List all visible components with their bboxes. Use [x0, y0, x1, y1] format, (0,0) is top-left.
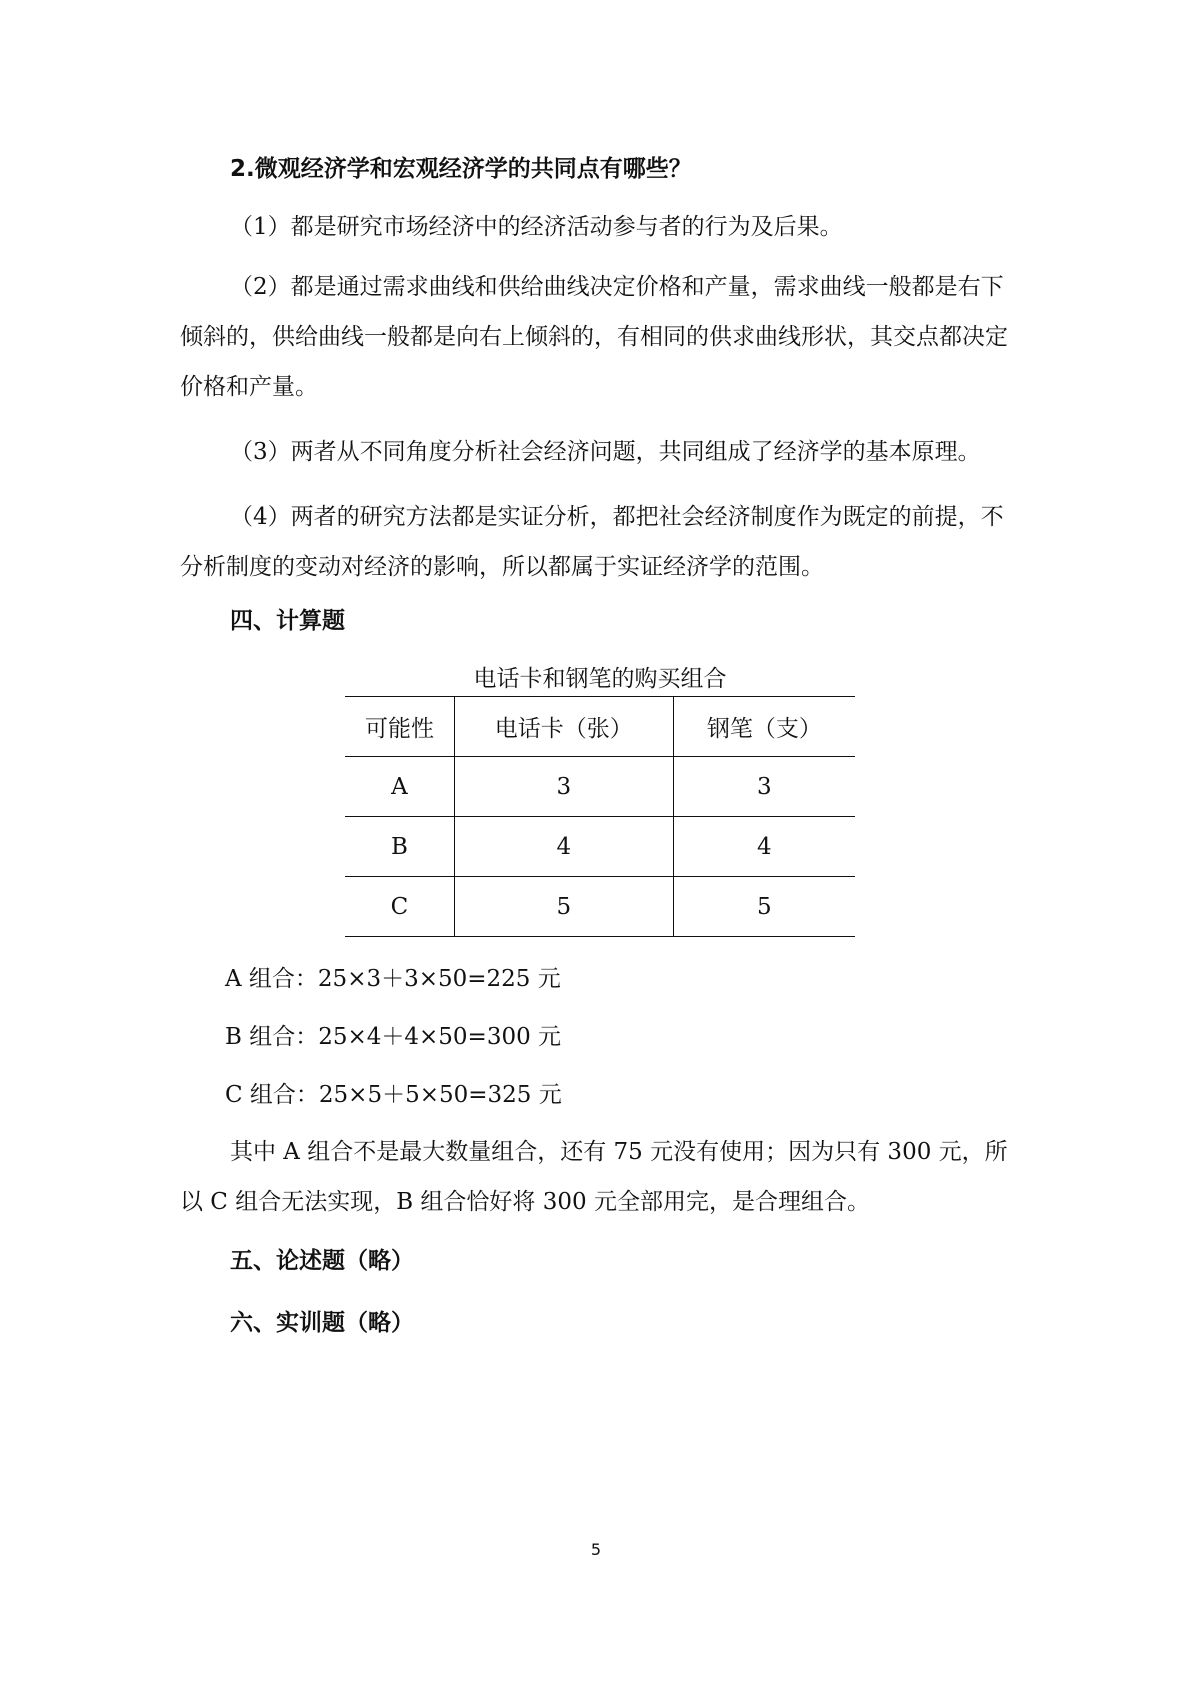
table-cell: 5 — [673, 877, 855, 937]
table-cell: B — [390, 833, 408, 860]
purchase-combination-table — [345, 696, 855, 937]
calculation-a: A 组合：25×3＋3×50=225 元 — [225, 966, 561, 992]
table-cell: 5 — [454, 877, 673, 937]
calculation-c: C 组合：25×5＋5×50=325 元 — [225, 1082, 562, 1108]
table-header-row — [345, 697, 855, 757]
table-cell: 3 — [454, 757, 673, 817]
table-row — [345, 757, 855, 817]
calculation-b: B 组合：25×4＋4×50=300 元 — [225, 1024, 562, 1050]
section-heading-practice: 六、实训题（略） — [230, 1310, 414, 1336]
table-header-cell: 钢笔（支） — [673, 697, 855, 757]
table-cell: 4 — [673, 817, 855, 877]
answer-point-4: （4）两者的研究方法都是实证分析，都把社会经济制度作为既定的前提，不分析制度的变动对经济的影响，所以都属于实证经济学的范围。 — [180, 504, 1004, 580]
table-cell: 4 — [454, 817, 673, 877]
table-header-cell: 可能性 — [364, 716, 434, 742]
question-title: 2.微观经济学和宏观经济学的共同点有哪些？ — [230, 156, 692, 182]
answer-point-1: （1）都是研究市场经济中的经济活动参与者的行为及后果。 — [230, 214, 843, 240]
table-row — [345, 817, 855, 877]
table-cell: 3 — [673, 757, 855, 817]
section-heading-calculation: 四、计算题 — [230, 608, 345, 634]
table-cell: A — [391, 773, 408, 800]
calculation-conclusion: 其中 A 组合不是最大数量组合，还有 75 元没有使用；因为只有 300 元，所以 C 组合无法实现，B 组合恰好将 300 元全部用完，是合理组合。 — [180, 1139, 1008, 1215]
answer-point-2: （2）都是通过需求曲线和供给曲线决定价格和产量，需求曲线一般都是右下倾斜的，供给曲线一般都是向右上倾斜的，有相同的供求曲线形状，其交点都决定价格和产量。 — [180, 274, 1008, 400]
table-header-cell: 电话卡（张） — [454, 697, 673, 757]
answer-point-3: （3）两者从不同角度分析社会经济问题，共同组成了经济学的基本原理。 — [230, 439, 981, 465]
section-heading-essay: 五、论述题（略） — [230, 1248, 414, 1274]
page-number: 5 — [590, 1540, 602, 1559]
table-row — [345, 877, 855, 937]
table-cell: C — [390, 893, 409, 920]
table-caption: 电话卡和钢笔的购买组合 — [473, 666, 727, 692]
